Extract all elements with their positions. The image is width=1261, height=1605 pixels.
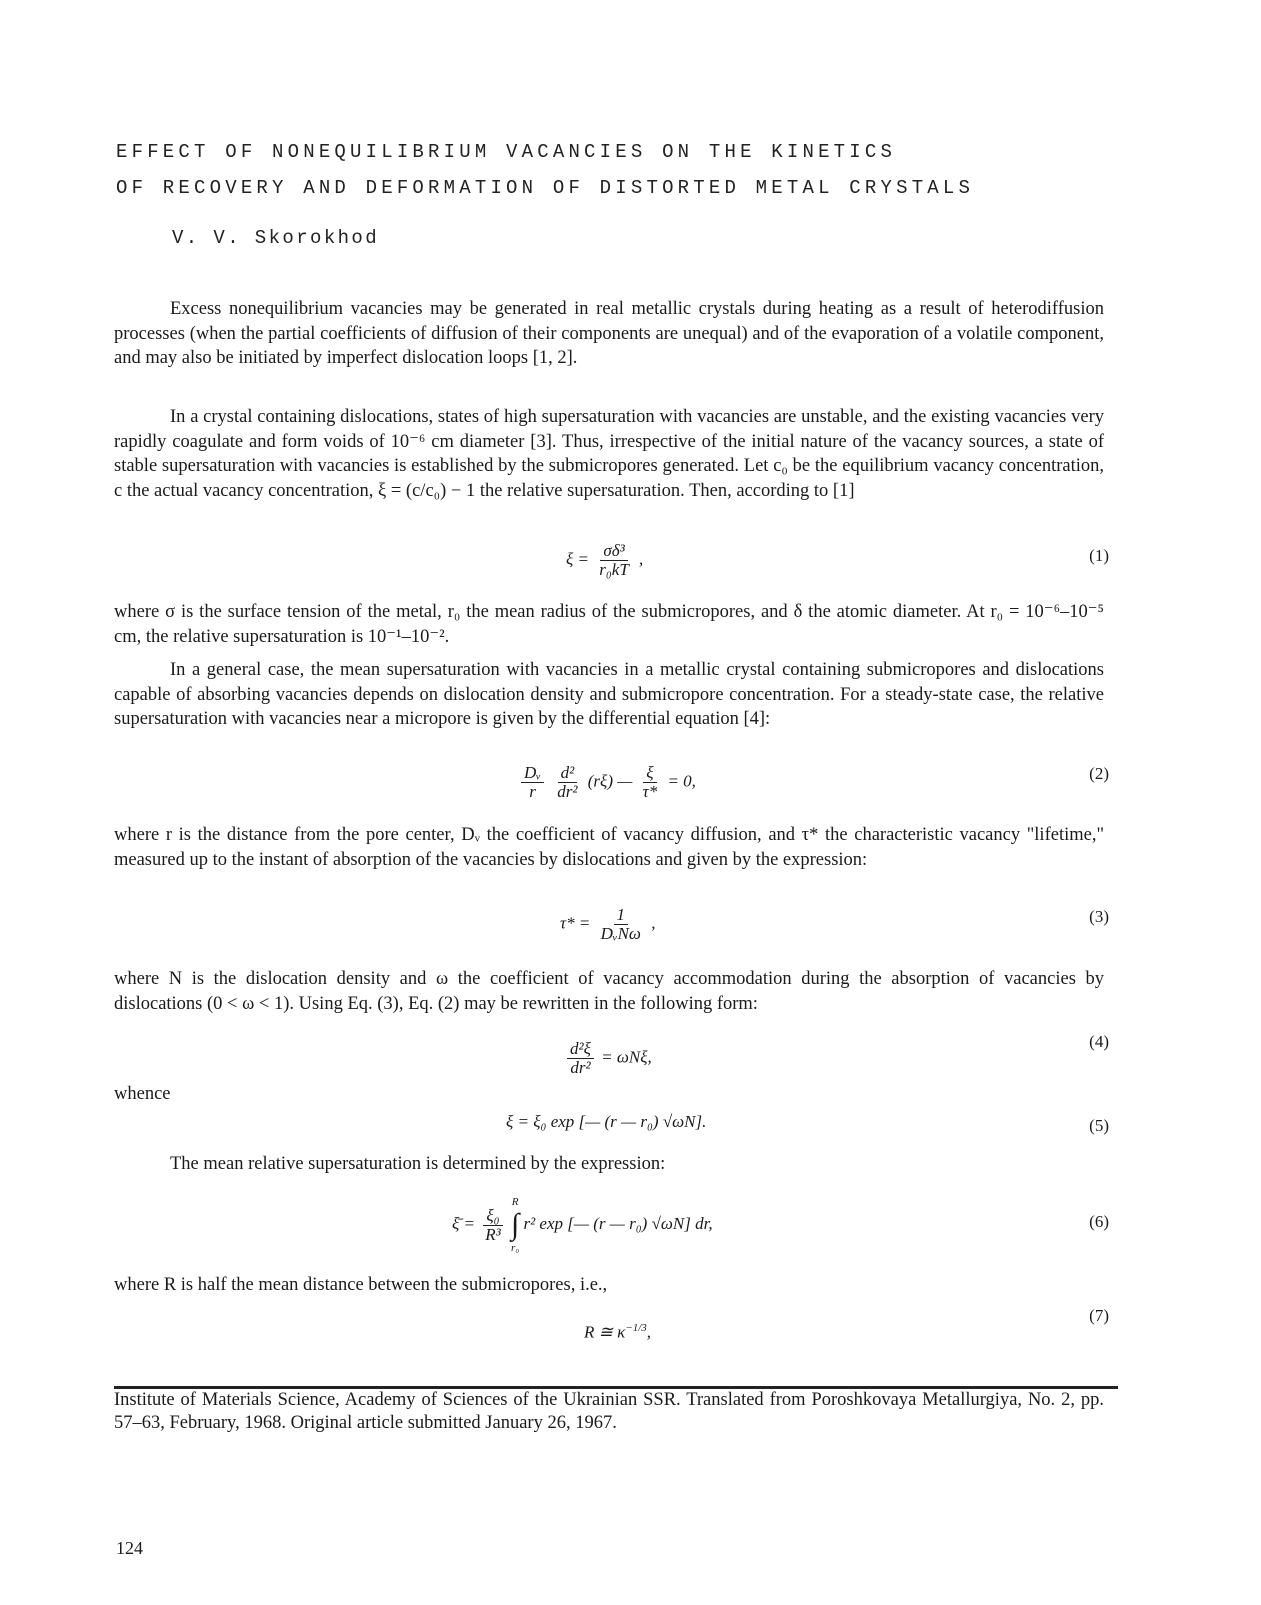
paragraph-6: where N is the dislocation density and ω the coefficient of vacancy accommodation during the absorption of vacancies by dislocations (0 < ω < 1). Using Eq. (3), Eq. (2) may be rewritten in the following form:: [114, 969, 1104, 1014]
eq1-tail: ,: [639, 549, 644, 569]
eq7-text: R ≅ κ: [584, 1322, 626, 1342]
eq1-denominator: r₀kT: [599, 560, 629, 579]
article-title-line-1: EFFECT OF NONEQUILIBRIUM VACANCIES ON THE KINETICS: [116, 141, 897, 163]
equation-7: [584, 1322, 651, 1343]
eq3-tail: ,: [651, 913, 656, 933]
paragraph-1: Excess nonequilibrium vacancies may be generated in real metallic crystals during heating as a result of heterodiffusion processes (when the partial coefficients of diffusion of their components are unequal) and of the evaporation of a volatile component, and may also be initiated by imperfect dislocation loops [1, 2].: [114, 299, 1104, 369]
eq6-integral: [511, 1196, 519, 1254]
eq1-numerator: σδ³: [600, 542, 627, 561]
paragraph-5: where r is the distance from the pore center, Dᵥ the coefficient of vacancy diffusion, and τ* the characteristic vacancy "lifetime," measured up to the instant of absorption of the vacancies by dislocations and given by the expression:: [114, 825, 1104, 870]
eq7-exponent: −1/3: [625, 1322, 647, 1334]
equation-5: ξ = ξ₀ exp [— (r — r₀) √ωN].: [506, 1112, 707, 1131]
eq4-tail: = ωNξ,: [601, 1047, 652, 1067]
eq4-fraction: [567, 1040, 594, 1077]
article-title-line-2: OF RECOVERY AND DEFORMATION OF DISTORTED METAL CRYSTALS: [116, 177, 975, 199]
paragraph-3: where σ is the surface tension of the metal, r₀ the mean radius of the submicropores, and δ the atomic diameter. At r₀ = 10⁻⁶–10⁻⁵ cm, the relative supersaturation is 10⁻¹–10⁻².: [114, 602, 1104, 647]
whence-text: whence: [114, 1084, 171, 1104]
eq6-fraction: [482, 1207, 503, 1244]
equation-6: [452, 1196, 713, 1254]
eq6-lhs: ξ̄ =: [452, 1213, 476, 1233]
integral-sign-icon: ∫: [511, 1208, 520, 1241]
eq1-lhs: ξ =: [566, 549, 590, 569]
paragraph-4: In a general case, the mean supersaturation with vacancies in a metallic crystal containing submicropores and dislocations capable of absorbing vacancies depends on dislocation density and submicropore concentration. For a steady-state case, the relative supersaturation with vacancies near a micropore is given by the differential equation [4]:: [114, 660, 1104, 730]
equation-7-number: (7): [1089, 1306, 1109, 1325]
equation-1: [566, 542, 643, 579]
eq2-denominator-2: dr²: [557, 782, 578, 801]
eq7-tail: ,: [646, 1322, 652, 1342]
eq6-upper-limit: R: [511, 1196, 519, 1208]
equation-3: [560, 906, 655, 943]
eq3-lhs: τ* =: [560, 913, 591, 933]
eq4-numerator: d²ξ: [567, 1040, 594, 1059]
eq2-fraction-3: [640, 764, 661, 801]
eq2-denominator-3: τ*: [642, 782, 658, 801]
footnote: Institute of Materials Science, Academy of Sciences of the Ukrainian SSR. Translated from Poroshkovaya Metallurgiya, No. 2, pp. 57–63, February, 1968. Original article submitted January 26, 1967.: [114, 1390, 1104, 1433]
eq2-fraction-2: [554, 764, 580, 801]
equation-2: [518, 764, 696, 801]
author-name: V. V. Skorokhod: [172, 227, 380, 249]
eq6-denominator: R³: [485, 1224, 501, 1244]
eq3-numerator: 1: [614, 906, 629, 925]
equation-3-number: (3): [1089, 907, 1109, 926]
eq2-denominator-1: r: [529, 782, 536, 801]
eq2-middle: (rξ) —: [587, 771, 633, 791]
equation-4-number: (4): [1089, 1032, 1109, 1051]
equation-5-number: (5): [1089, 1116, 1109, 1135]
eq2-tail: = 0,: [667, 771, 696, 791]
paragraph-7: The mean relative supersaturation is determined by the expression:: [170, 1154, 666, 1174]
equation-4: [564, 1040, 652, 1077]
eq6-body: r² exp [— (r — r₀) √ωN] dr,: [523, 1213, 713, 1233]
equation-2-number: (2): [1089, 764, 1109, 783]
page-number: 124: [116, 1538, 143, 1558]
eq6-lower-limit: r₀: [511, 1242, 520, 1254]
eq1-fraction: [596, 542, 632, 579]
eq2-numerator-1: Dᵥ: [521, 764, 544, 783]
eq3-denominator: DᵥNω: [600, 924, 641, 943]
eq2-numerator-3: ξ: [643, 764, 656, 783]
equation-6-number: (6): [1089, 1212, 1109, 1231]
eq6-numerator: ξ₀: [483, 1207, 502, 1226]
eq4-denominator: dr²: [570, 1058, 591, 1077]
eq2-fraction-1: [521, 764, 544, 801]
equation-1-number: (1): [1089, 546, 1109, 565]
paragraph-8: where R is half the mean distance between the submicropores, i.e.,: [114, 1275, 608, 1295]
eq3-fraction: [598, 906, 644, 943]
eq2-numerator-2: d²: [558, 764, 578, 783]
paragraph-2: In a crystal containing dislocations, states of high supersaturation with vacancies are unstable, and the existing vacancies very rapidly coagulate and form voids of 10⁻⁶ cm diameter [3]. Thus, irrespective of the initial nature of the vacancy sources, a state of stable supersaturation with vacancies is established by the submicropores generated. Let c₀ be the equilibrium vacancy concentration, c the actual vacancy concentration, ξ = (c/c₀) − 1 the relative supersaturation. Then, according to [1]: [114, 407, 1104, 501]
